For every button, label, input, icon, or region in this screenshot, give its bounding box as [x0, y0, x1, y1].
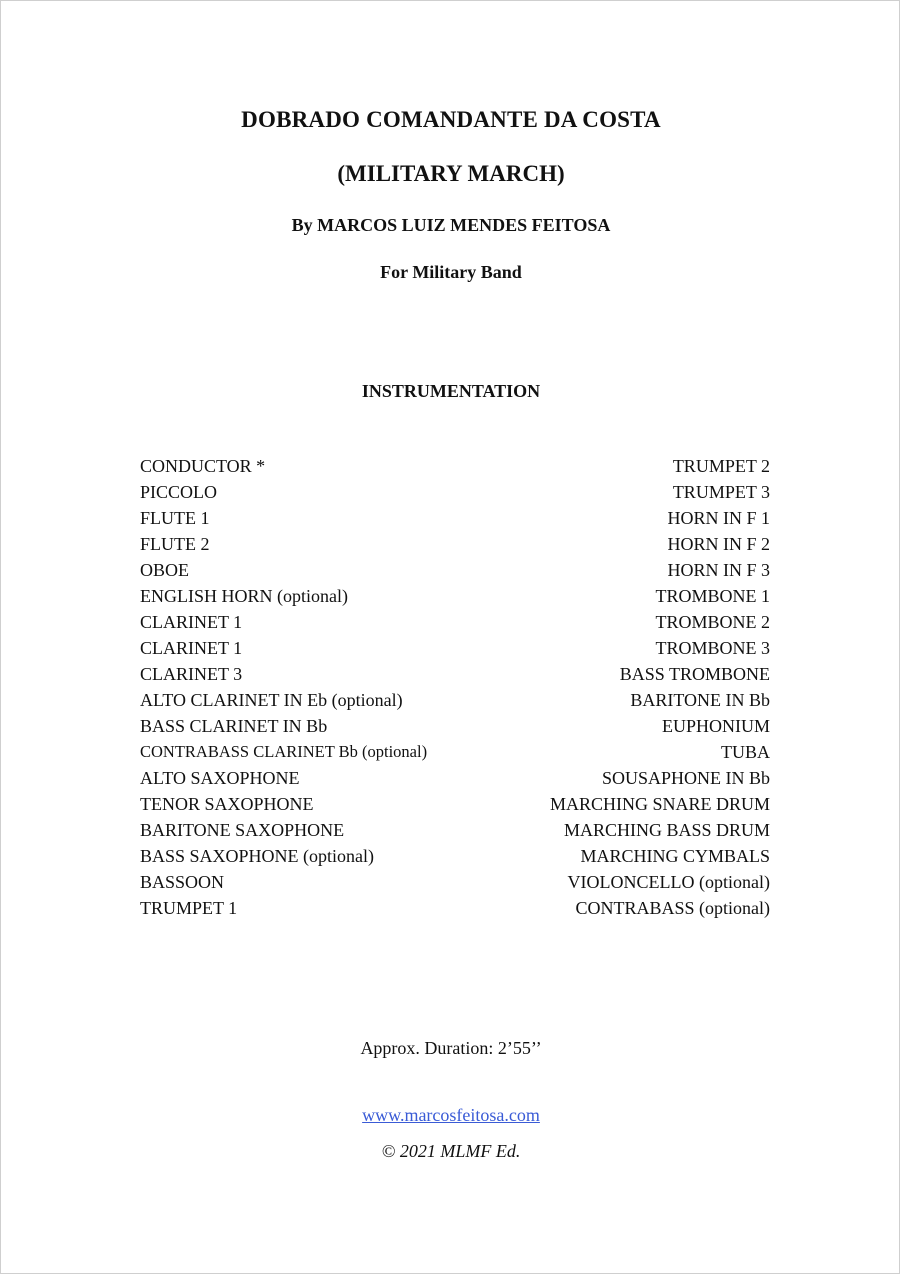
instrument-item: OBOE — [140, 560, 189, 580]
instrument-item: BASS TROMBONE — [619, 664, 770, 684]
instrument-item: SOUSAPHONE IN Bb — [601, 768, 770, 788]
instrument-list-left — [140, 453, 427, 921]
page-subtitle: (MILITARY MARCH) — [337, 161, 565, 186]
website-line — [1, 1105, 900, 1126]
instrument-item: HORN IN F 2 — [667, 534, 770, 554]
instrument-item: MARCHING CYMBALS — [580, 846, 770, 866]
instrument-item: CONTRABASS (optional) — [575, 898, 770, 918]
instrument-item: MARCHING BASS DRUM — [563, 820, 770, 840]
page-title: DOBRADO COMANDANTE DA COSTA — [241, 107, 661, 132]
instrument-item: BARITONE IN Bb — [630, 690, 770, 710]
instrument-list-right — [550, 453, 770, 921]
instrument-item: CONDUCTOR * — [140, 456, 266, 476]
instrument-item: HORN IN F 1 — [667, 508, 770, 528]
instrument-item: CONTRABASS CLARINET Bb (optional) — [140, 742, 428, 761]
instrument-item: ALTO CLARINET IN Eb (optional) — [140, 690, 403, 710]
instrument-item: VIOLONCELLO (optional) — [567, 872, 770, 892]
instrument-item: FLUTE 1 — [140, 508, 210, 528]
instrument-item: TENOR SAXOPHONE — [140, 794, 314, 814]
instrument-item: TUBA — [721, 742, 770, 762]
instrument-item: TROMBONE 2 — [655, 612, 770, 632]
instrument-item: PICCOLO — [140, 482, 218, 502]
instrument-item: FLUTE 2 — [140, 534, 210, 554]
instrumentation-heading: INSTRUMENTATION — [361, 381, 541, 401]
instrument-item: ENGLISH HORN (optional) — [140, 586, 348, 606]
instrument-item: BASS CLARINET IN Bb — [140, 716, 328, 736]
composer-byline: By MARCOS LUIZ MENDES FEITOSA — [291, 215, 611, 235]
website-link[interactable]: www.marcosfeitosa.com — [362, 1105, 540, 1125]
ensemble-line: For Military Band — [380, 262, 522, 282]
instrument-item: TRUMPET 1 — [140, 898, 238, 918]
copyright-notice: © 2021 MLMF Ed. — [381, 1141, 521, 1161]
instrument-item: BARITONE SAXOPHONE — [140, 820, 345, 840]
instrument-item: MARCHING SNARE DRUM — [549, 794, 770, 814]
instrument-item: ALTO SAXOPHONE — [140, 768, 300, 788]
instrument-item: EUPHONIUM — [662, 716, 770, 736]
instrument-item: CLARINET 1 — [140, 638, 243, 658]
instrument-item: CLARINET 3 — [140, 664, 243, 684]
approx-duration: Approx. Duration: 2’55’’ — [360, 1038, 542, 1058]
instrument-item: TROMBONE 1 — [655, 586, 770, 606]
instrument-item: BASS SAXOPHONE (optional) — [140, 846, 375, 866]
instrument-item: TRUMPET 2 — [672, 456, 770, 476]
instrument-item: HORN IN F 3 — [667, 560, 770, 580]
instrument-item: TROMBONE 3 — [655, 638, 770, 658]
instrument-item: CLARINET 1 — [140, 612, 243, 632]
instrument-item: BASSOON — [140, 872, 225, 892]
instrument-item: TRUMPET 3 — [672, 482, 770, 502]
